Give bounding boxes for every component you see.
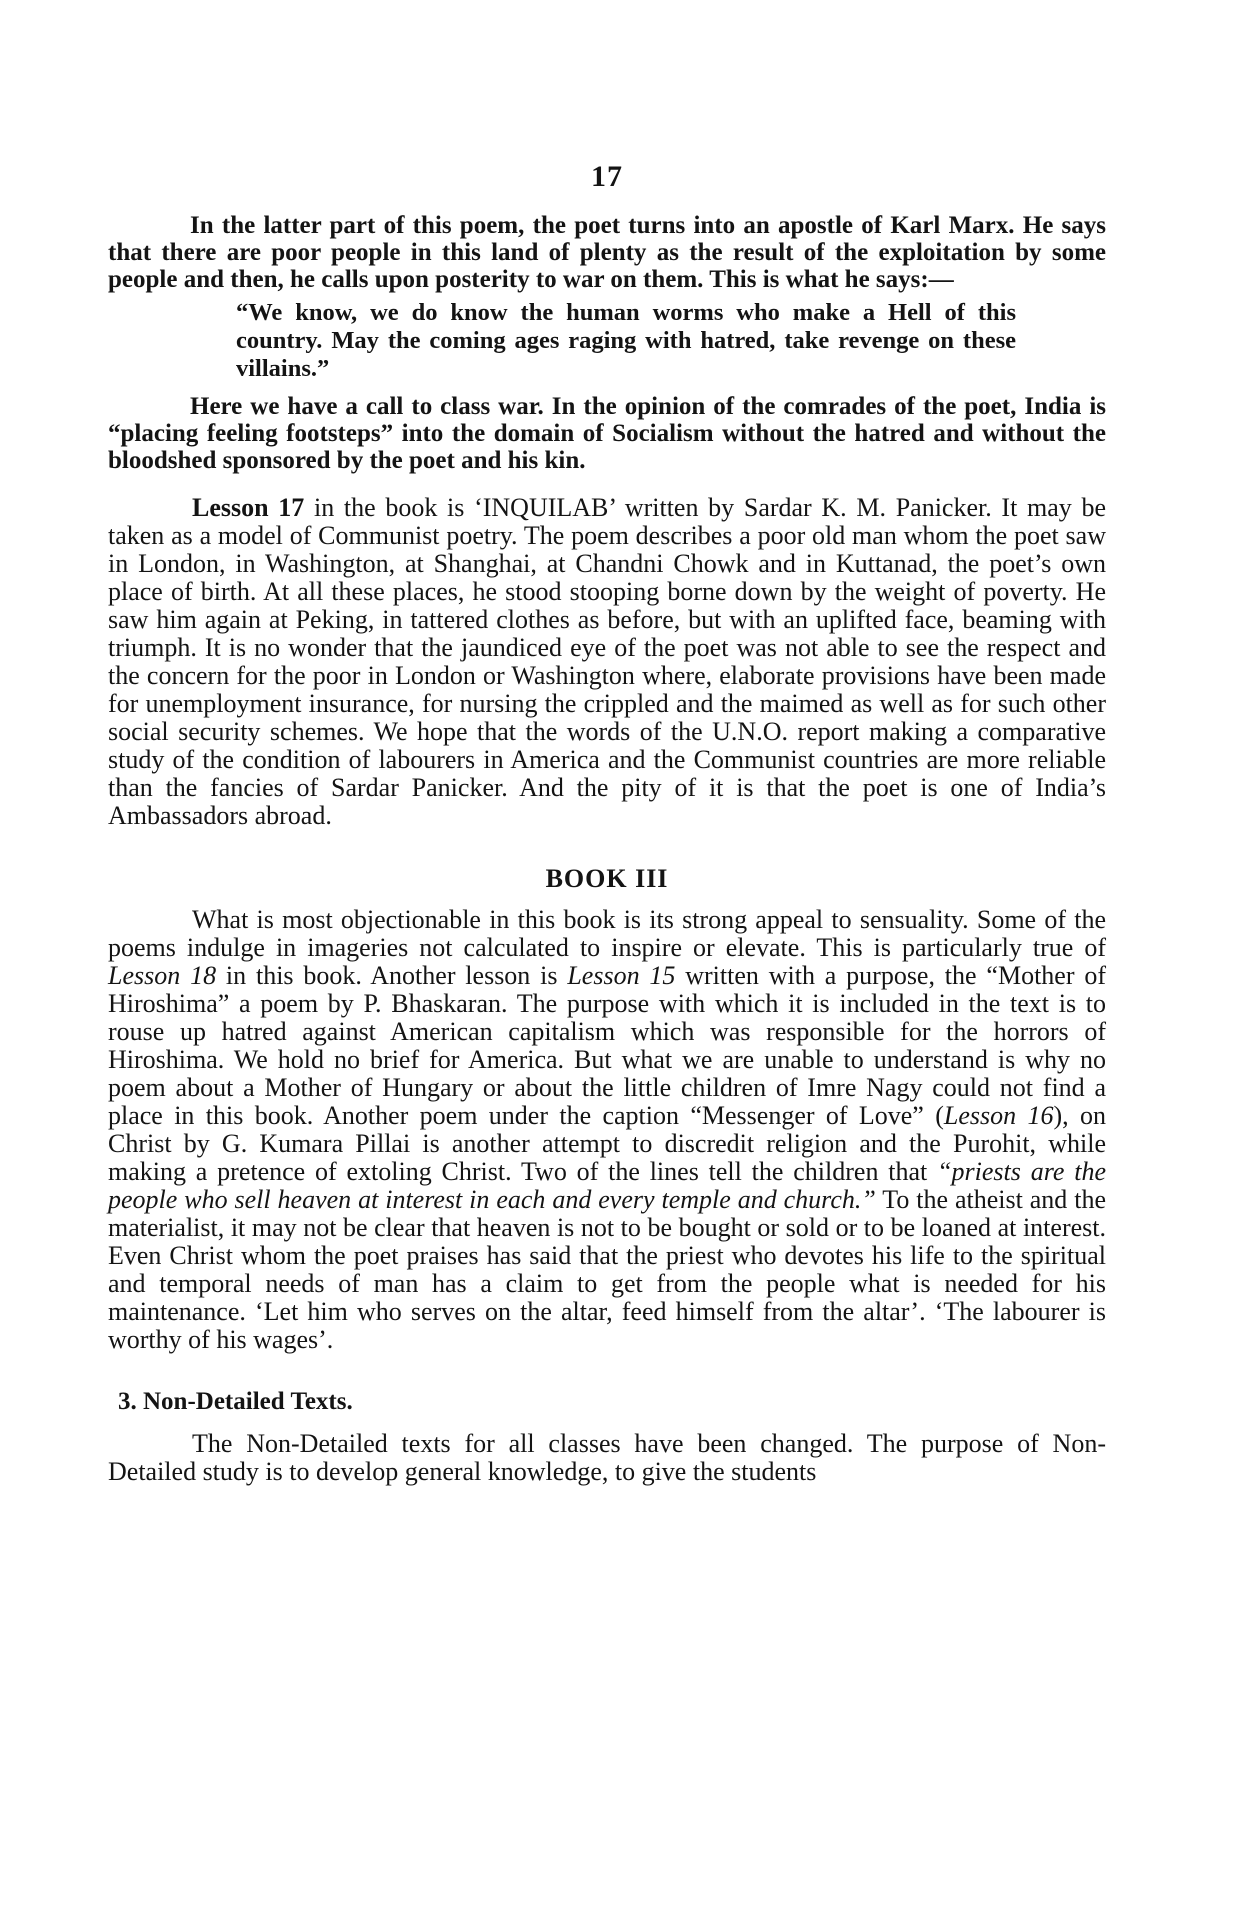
text-segment: What is most objectionable in this book is its strong appeal to sensuality. Some of the poems indulge in imageries not calculated to inspire or elevate. This is particularly true of — [108, 905, 1106, 962]
document-page — [108, 160, 1106, 1486]
paragraph-inquilab — [108, 494, 1106, 830]
text-segment: in this book. Another lesson is — [216, 961, 568, 990]
text-segment: ), on Christ by G. Kumara Pillai is another attempt to discredit religion and the Purohit, while making a pretence of extoling Christ. Two of the lines tell the children that — [108, 1101, 1106, 1186]
non-detailed-texts-heading: 3. Non-Detailed Texts. — [118, 1388, 353, 1415]
book-iii-heading: BOOK III — [545, 864, 669, 893]
paragraph-non-detailed: The Non-Detailed texts for all classes have been changed. The purpose of Non-Detailed study is to develop general knowledge, to give the students — [108, 1429, 1106, 1486]
lesson-18-ref: Lesson 18 — [108, 961, 217, 990]
lesson-16-ref: Lesson 16 — [943, 1101, 1054, 1130]
paragraph-apostle-of-marx: In the latter part of this poem, the poet turns into an apostle of Karl Marx. He says that there are poor people in this land of plenty as the result of the exploitation by some people and then, he calls upon posterity to war on them. This is what he says:— — [108, 212, 1106, 293]
page-number: 17 — [591, 160, 623, 193]
inquilab-intro: in the book is ‘INQUILAB’ written by Sardar K. M. Panicker. — [304, 493, 992, 522]
priests-quote: “priests are the people who sell heaven at interest in each and every temple and church.” — [108, 1157, 1106, 1214]
text-segment: written with a purpose, the “Mother of Hiroshima” a poem by P. Bhaskaran. The purpose with which it is included in the text is to rouse up hatred against American capitalism which was responsible for the horrors of Hiroshima. We hold no brief for America. But what we are unable to understand is why no poem about a Mother of Hungary or about the little children of Imre Nagy could not find a place in this book. Another poem under the caption “Messenger of Love” ( — [108, 961, 1106, 1130]
lesson-17-label: Lesson 17 — [192, 493, 305, 522]
lesson-15-ref: Lesson 15 — [567, 961, 676, 990]
paragraph-class-war: Here we have a call to class war. In the opinion of the comrades of the poet, India is “placing feeling footsteps” into the domain of Socialism without the hatred and without the bloodshed sponsored by the poet and his kin. — [108, 393, 1106, 474]
poem-quote: “We know, we do know the human worms who make a Hell of this country. May the coming ages raging with hatred, take revenge on these villains.” — [236, 299, 1016, 382]
paragraph-book-iii — [108, 906, 1106, 1354]
text-segment: To the atheist and the materialist, it may not be clear that heaven is not to be bought or sold or to be loaned at interest. Even Christ whom the poet praises has said that the priest who devotes his life to the spiritual and temporal needs of man has a claim to get from the people what is needed for his maintenance. ‘Let him who serves on the altar, feed himself from the altar’. ‘The labourer is worthy of his wages’. — [108, 1185, 1106, 1354]
inquilab-body: It may be taken as a model of Communist poetry. The poem describes a poor old man whom the poet saw in London, in Washington, at Shanghai, at Chandni Chowk and in Kuttanad, the poet’s own place of birth. At all these places, he stood stooping borne down by the weight of poverty. He saw him again at Peking, in tattered clothes as before, but with an uplifted face, beaming with triumph. It is no wonder that the jaundiced eye of the poet was not able to see the respect and the concern for the poor in London or Washington where, elaborate provisions have been made for unemployment insurance, for nursing the crippled and the maimed as well as for such other social security schemes. We hope that the words of the U.N.O. report making a comparative study of the condition of labourers in America and the Communist countries are more reliable than the fancies of Sardar Panicker. And the pity of it is that the poet is one of India’s Ambassadors abroad. — [108, 493, 1107, 830]
